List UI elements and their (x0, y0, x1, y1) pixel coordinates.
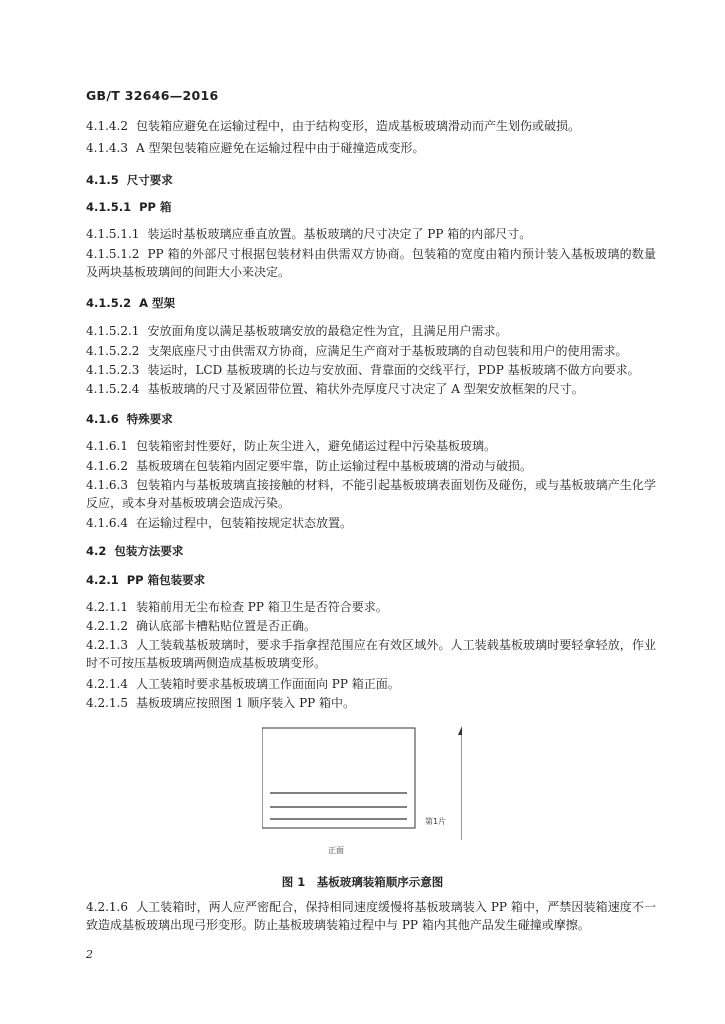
heading-text: 尺寸要求 (126, 173, 173, 187)
clause-number: 4.2.1.3 (86, 638, 128, 652)
packing-order-figure (262, 720, 462, 855)
front-side-label: 正面 (328, 846, 344, 855)
clause-text: 确认底部卡槽粘贴位置是否正确。 (135, 619, 316, 633)
pp-box-outline (262, 728, 415, 828)
clause-4-2-1-4 (86, 675, 400, 693)
clause-number: 4.1.6.1 (86, 439, 128, 453)
page-number: 2 (86, 948, 93, 961)
clause-4-1-4-3 (86, 139, 424, 157)
clause-text: PP 箱的外部尺寸根据包装材料由供需双方协商。包装箱的宽度由箱内预计装入基板玻璃的数量及两块基板玻璃间的间距大小来决定。 (86, 247, 656, 279)
clause-text: 人工装载基板玻璃时，要求手指拿捏范围应在有效区域外。人工装载基板玻璃时要轻拿轻放，作业时不可按压基板玻璃两侧造成基板玻璃变形。 (86, 638, 656, 670)
clause-text: 基板玻璃在包装箱内固定要牢靠，防止运输过程中基板玻璃的滑动与破损。 (135, 459, 532, 473)
heading-number: 4.1.5.2 (86, 296, 132, 310)
clause-number: 4.1.5.2.4 (86, 382, 140, 396)
clause-4-1-6-3 (86, 476, 656, 512)
clause-text: 基板玻璃应按照图 1 顺序装入 PP 箱中。 (135, 696, 356, 710)
heading-4-1-5 (86, 171, 173, 189)
heading-4-1-5-1 (86, 198, 172, 216)
clause-4-1-5-2-1 (86, 322, 507, 340)
standard-header: GB/T 32646—2016 (86, 88, 219, 103)
clause-number: 4.2.1.4 (86, 677, 128, 691)
clause-text: 包装箱内与基板玻璃直接接触的材料，不能引起基板玻璃表面划伤及碰伤，或与基板玻璃产生化学反应，或本身对基板玻璃会造成污染。 (86, 478, 656, 510)
clause-4-1-5-2-4 (86, 380, 584, 398)
heading-4-2-1 (86, 571, 205, 589)
clause-number: 4.2.1.1 (86, 600, 128, 614)
heading-4-1-5-2 (86, 294, 175, 312)
clause-text: 装运时，LCD 基板玻璃的长边与安放面、背靠面的交线平行，PDP 基板玻璃不做方向要求。 (147, 363, 640, 377)
clause-number: 4.1.5.1.2 (86, 247, 140, 261)
clause-4-1-6-1 (86, 437, 496, 455)
clause-4-1-6-4 (86, 514, 352, 532)
clause-4-1-5-2-2 (86, 342, 627, 360)
clause-text: 安放面角度以满足基板玻璃安放的最稳定性为宜，且满足用户需求。 (147, 324, 508, 338)
clause-text: 支架底座尺寸由供需双方协商，应满足生产商对于基板玻璃的自动包装和用户的使用需求。 (147, 344, 628, 358)
heading-number: 4.1.5 (86, 173, 119, 187)
clause-number: 4.2.1.6 (86, 900, 128, 914)
clause-text: 在运输过程中，包装箱按规定状态放置。 (135, 516, 352, 530)
clause-number: 4.1.5.2.1 (86, 324, 140, 338)
clause-4-1-4-2 (86, 117, 580, 135)
heading-text: PP 箱 (139, 200, 172, 214)
heading-number: 4.1.5.1 (86, 200, 132, 214)
clause-4-1-5-2-3 (86, 361, 640, 379)
clause-text: 基板玻璃的尺寸及紧固带位置、箱状外壳厚度尺寸决定了 A 型架安放框架的尺寸。 (147, 382, 584, 396)
first-sheet-label: 第1片 (425, 817, 447, 826)
clause-number: 4.1.6.4 (86, 516, 128, 530)
clause-number: 4.2.1.5 (86, 696, 128, 710)
heading-text: A 型架 (139, 296, 176, 310)
clause-4-2-1-5 (86, 694, 355, 712)
clause-4-2-1-3 (86, 636, 656, 672)
clause-4-2-1-6 (86, 898, 656, 934)
clause-number: 4.1.5.1.1 (86, 227, 140, 241)
heading-number: 4.1.6 (86, 412, 119, 426)
heading-number: 4.2.1 (86, 573, 119, 587)
arrow-head-icon (458, 726, 462, 735)
heading-text: 包装方法要求 (114, 544, 184, 558)
clause-text: 人工装箱时要求基板玻璃工作面面向 PP 箱正面。 (135, 677, 400, 691)
heading-4-2 (86, 542, 183, 560)
clause-4-1-5-1-2 (86, 245, 656, 281)
clause-text: A 型架包装箱应避免在运输过程中由于碰撞造成变形。 (135, 141, 425, 155)
clause-text: 包装箱应避免在运输过程中，由于结构变形，造成基板玻璃滑动而产生划伤或破损。 (135, 119, 580, 133)
clause-number: 4.1.4.2 (86, 119, 128, 133)
clause-number: 4.1.6.3 (86, 478, 128, 492)
clause-4-1-5-1-1 (86, 225, 531, 243)
clause-number: 4.1.5.2.3 (86, 363, 140, 377)
clause-4-2-1-2 (86, 617, 316, 635)
clause-4-1-6-2 (86, 457, 532, 475)
clause-number: 4.1.5.2.2 (86, 344, 140, 358)
heading-4-1-6 (86, 410, 173, 428)
clause-number: 4.1.4.3 (86, 141, 128, 155)
figure-caption: 图 1 基板玻璃装箱顺序示意图 (281, 875, 444, 889)
heading-text: 特殊要求 (126, 412, 173, 426)
clause-number: 4.2.1.2 (86, 619, 128, 633)
clause-4-2-1-1 (86, 598, 388, 616)
clause-text: 装箱前用无尘布检查 PP 箱卫生是否符合要求。 (135, 600, 388, 614)
heading-number: 4.2 (86, 544, 107, 558)
clause-number: 4.1.6.2 (86, 459, 128, 473)
heading-text: PP 箱包装要求 (126, 573, 206, 587)
clause-text: 包装箱密封性要好，防止灰尘进入，避免储运过程中污染基板玻璃。 (135, 439, 496, 453)
clause-text: 人工装箱时，两人应严密配合，保持相同速度缓慢将基板玻璃装入 PP 箱中，严禁因装箱速度不一致造成基板玻璃出现弓形变形。防止基板玻璃装箱过程中与 PP 箱内其他产品发生碰撞或摩擦。 (86, 900, 656, 932)
clause-text: 装运时基板玻璃应垂直放置。基板玻璃的尺寸决定了 PP 箱的内部尺寸。 (147, 227, 532, 241)
